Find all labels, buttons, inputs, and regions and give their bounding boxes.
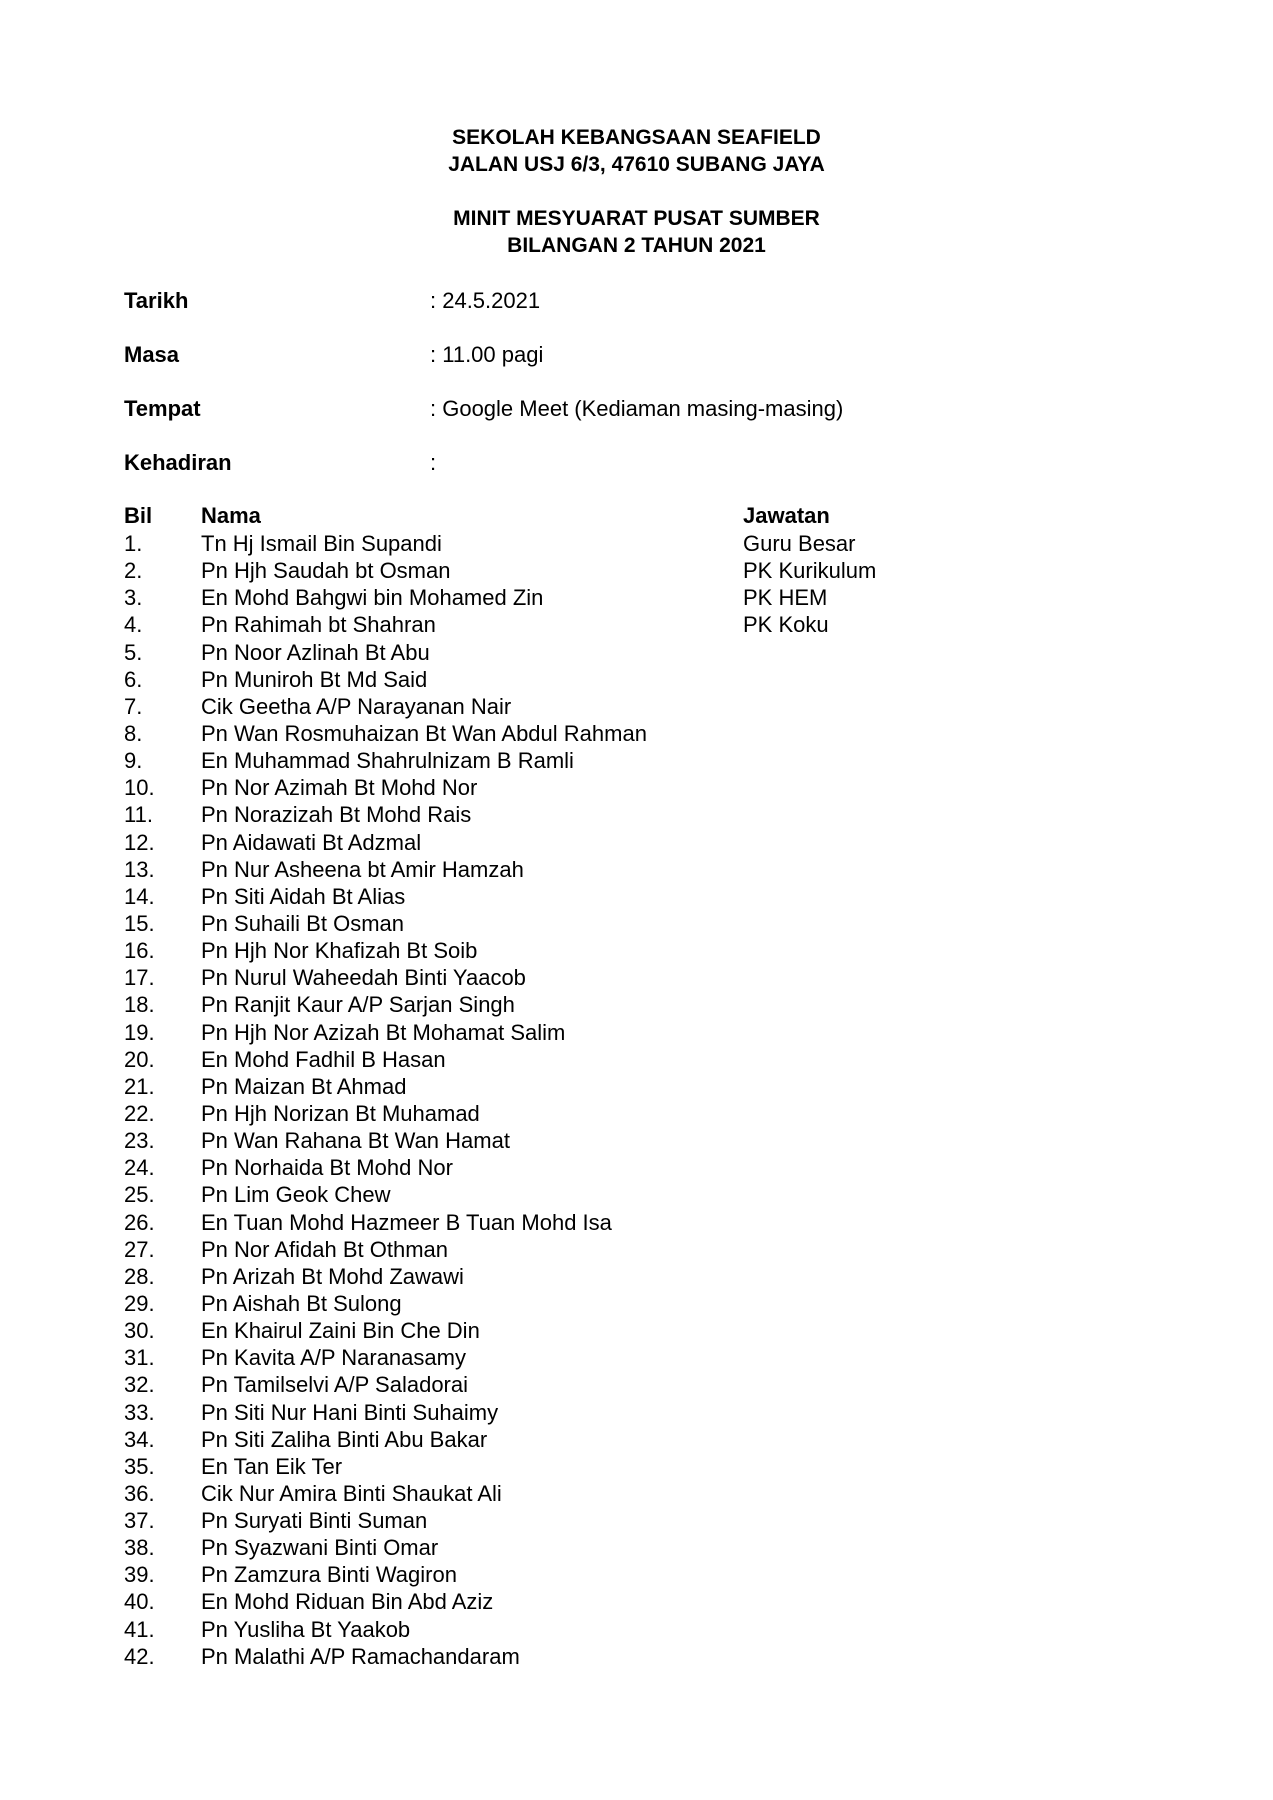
row-number: 11. [124, 802, 153, 828]
meta-row-tempat [124, 396, 1124, 422]
row-name: Pn Muniroh Bt Md Said [201, 666, 428, 692]
row-number: 33. [124, 1399, 155, 1425]
table-row [124, 1453, 1124, 1480]
row-number: 18. [124, 992, 155, 1018]
row-number: 24. [124, 1155, 155, 1181]
row-name: Pn Syazwani Binti Omar [201, 1535, 439, 1561]
school-name: SEKOLAH KEBANGSAAN SEAFIELD [452, 126, 821, 149]
row-number: 36. [124, 1480, 155, 1506]
row-number: 19. [124, 1019, 155, 1045]
row-number: 3. [124, 585, 143, 611]
meeting-number: BILANGAN 2 TAHUN 2021 [507, 234, 766, 257]
row-number: 37. [124, 1508, 155, 1534]
row-name: En Mohd Fadhil B Hasan [201, 1046, 446, 1072]
row-number: 14. [124, 883, 155, 909]
row-name: Pn Hjh Nor Azizah Bt Mohamat Salim [201, 1019, 566, 1045]
table-row [124, 1534, 1124, 1561]
row-number: 40. [124, 1589, 155, 1615]
row-name: Pn Nor Azimah Bt Mohd Nor [201, 775, 478, 801]
row-number: 34. [124, 1426, 155, 1452]
table-row [124, 639, 1124, 666]
row-number: 41. [124, 1616, 155, 1642]
table-row [124, 829, 1124, 856]
table-row [124, 1100, 1124, 1127]
tempat-value: : Google Meet (Kediaman masing-masing) [430, 396, 844, 421]
kehadiran-label: Kehadiran [124, 450, 232, 475]
table-row [124, 856, 1124, 883]
table-row [124, 1073, 1124, 1100]
row-number: 9. [124, 748, 143, 774]
table-row [124, 1317, 1124, 1344]
row-number: 8. [124, 720, 143, 746]
row-number: 22. [124, 1100, 155, 1126]
table-row [124, 910, 1124, 937]
attendance-list [124, 530, 1124, 1670]
table-row [124, 1344, 1124, 1371]
row-number: 10. [124, 775, 155, 801]
table-row [124, 774, 1124, 801]
row-number: 16. [124, 938, 155, 964]
row-position: PK HEM [743, 585, 828, 611]
row-name: Pn Ranjit Kaur A/P Sarjan Singh [201, 992, 515, 1018]
row-name: En Mohd Riduan Bin Abd Aziz [201, 1589, 494, 1615]
row-name: Pn Yusliha Bt Yaakob [201, 1616, 411, 1642]
tempat-label: Tempat [124, 396, 201, 421]
row-number: 29. [124, 1290, 155, 1316]
row-name: Pn Nurul Waheedah Binti Yaacob [201, 965, 526, 991]
attendance-table-header [124, 503, 1124, 529]
row-number: 35. [124, 1453, 155, 1479]
table-row [124, 1561, 1124, 1588]
table-row [124, 1507, 1124, 1534]
row-name: Pn Noor Azlinah Bt Abu [201, 639, 430, 665]
row-number: 1. [124, 531, 143, 556]
row-name: Pn Nur Asheena bt Amir Hamzah [201, 856, 524, 882]
table-row [124, 1371, 1124, 1398]
table-row [124, 1643, 1124, 1670]
kehadiran-value: : [430, 450, 437, 475]
row-number: 15. [124, 910, 155, 936]
table-row [124, 557, 1124, 584]
table-row [124, 666, 1124, 693]
tarikh-label: Tarikh [124, 288, 189, 313]
table-row [124, 1263, 1124, 1290]
meeting-header [0, 205, 1273, 259]
row-number: 31. [124, 1345, 155, 1371]
row-number: 28. [124, 1263, 155, 1289]
table-row [124, 1588, 1124, 1615]
table-row [124, 747, 1124, 774]
row-name: En Khairul Zaini Bin Che Din [201, 1318, 480, 1344]
row-number: 2. [124, 558, 143, 584]
row-position: PK Koku [743, 612, 829, 638]
row-name: Pn Lim Geok Chew [201, 1182, 391, 1208]
row-number: 27. [124, 1236, 155, 1262]
row-number: 7. [124, 693, 143, 719]
row-position: PK Kurikulum [743, 558, 877, 584]
row-number: 13. [124, 856, 155, 882]
row-name: Pn Aishah Bt Sulong [201, 1290, 402, 1316]
meta-row-tarikh [124, 288, 1124, 314]
row-name: Pn Kavita A/P Naranasamy [201, 1345, 466, 1371]
row-name: Pn Hjh Nor Khafizah Bt Soib [201, 938, 478, 964]
table-row [124, 1236, 1124, 1263]
row-name: Tn Hj Ismail Bin Supandi [201, 531, 442, 556]
row-number: 6. [124, 666, 143, 692]
row-number: 20. [124, 1046, 155, 1072]
table-row [124, 1154, 1124, 1181]
table-row [124, 584, 1124, 611]
row-number: 25. [124, 1182, 155, 1208]
table-row [124, 611, 1124, 638]
row-number: 21. [124, 1073, 155, 1099]
masa-value: : 11.00 pagi [430, 342, 544, 367]
column-header-jawatan: Jawatan [743, 503, 830, 528]
table-row [124, 964, 1124, 991]
row-name: Pn Tamilselvi A/P Saladorai [201, 1372, 468, 1398]
masa-label: Masa [124, 342, 180, 367]
table-row [124, 693, 1124, 720]
table-row [124, 1399, 1124, 1426]
row-name: Pn Norazizah Bt Mohd Rais [201, 802, 472, 828]
row-position: Guru Besar [743, 531, 856, 556]
school-header [0, 124, 1273, 178]
table-row [124, 883, 1124, 910]
table-row [124, 1426, 1124, 1453]
row-name: Pn Siti Aidah Bt Alias [201, 883, 406, 909]
row-number: 39. [124, 1562, 155, 1588]
row-name: Pn Siti Zaliha Binti Abu Bakar [201, 1426, 488, 1452]
row-name: Pn Malathi A/P Ramachandaram [201, 1643, 520, 1669]
row-number: 17. [124, 965, 155, 991]
row-name: Cik Geetha A/P Narayanan Nair [201, 693, 512, 719]
table-row [124, 1046, 1124, 1073]
table-row [124, 1616, 1124, 1643]
row-number: 23. [124, 1128, 155, 1154]
row-number: 32. [124, 1372, 155, 1398]
table-row [124, 1019, 1124, 1046]
table-row [124, 1181, 1124, 1208]
row-name: Pn Arizah Bt Mohd Zawawi [201, 1263, 464, 1289]
meta-row-kehadiran [124, 450, 1124, 476]
row-number: 4. [124, 612, 143, 638]
row-name: Pn Aidawati Bt Adzmal [201, 829, 422, 855]
row-name: Pn Suryati Binti Suman [201, 1508, 428, 1534]
table-row [124, 1480, 1124, 1507]
table-row [124, 801, 1124, 828]
row-name: Pn Norhaida Bt Mohd Nor [201, 1155, 453, 1181]
row-name: Pn Hjh Norizan Bt Muhamad [201, 1100, 480, 1126]
table-row [124, 991, 1124, 1018]
meta-row-masa [124, 342, 1124, 368]
row-number: 12. [124, 829, 155, 855]
row-name: Pn Wan Rosmuhaizan Bt Wan Abdul Rahman [201, 720, 647, 746]
row-number: 42. [124, 1643, 155, 1669]
table-row [124, 1290, 1124, 1317]
row-name: Pn Maizan Bt Ahmad [201, 1073, 407, 1099]
school-address: JALAN USJ 6/3, 47610 SUBANG JAYA [448, 153, 825, 176]
row-name: Cik Nur Amira Binti Shaukat Ali [201, 1480, 502, 1506]
table-row [124, 530, 1124, 557]
row-name: Pn Hjh Saudah bt Osman [201, 558, 451, 584]
row-name: Pn Zamzura Binti Wagiron [201, 1562, 457, 1588]
row-number: 38. [124, 1535, 155, 1561]
meeting-title: MINIT MESYUARAT PUSAT SUMBER [453, 207, 820, 230]
row-name: En Mohd Bahgwi bin Mohamed Zin [201, 585, 544, 611]
tarikh-value: : 24.5.2021 [430, 288, 541, 313]
row-name: Pn Nor Afidah Bt Othman [201, 1236, 449, 1262]
row-number: 5. [124, 639, 143, 665]
row-number: 26. [124, 1209, 155, 1235]
row-name: Pn Suhaili Bt Osman [201, 910, 404, 936]
table-row [124, 937, 1124, 964]
table-row [124, 720, 1124, 747]
row-name: Pn Rahimah bt Shahran [201, 612, 436, 638]
row-name: En Muhammad Shahrulnizam B Ramli [201, 748, 574, 774]
table-row [124, 1127, 1124, 1154]
row-name: En Tuan Mohd Hazmeer B Tuan Mohd Isa [201, 1209, 612, 1235]
column-header-nama: Nama [201, 503, 261, 528]
row-number: 30. [124, 1318, 155, 1344]
row-name: Pn Wan Rahana Bt Wan Hamat [201, 1128, 510, 1154]
table-row [124, 1209, 1124, 1236]
row-name: Pn Siti Nur Hani Binti Suhaimy [201, 1399, 499, 1425]
column-header-bil: Bil [124, 503, 153, 528]
row-name: En Tan Eik Ter [201, 1453, 343, 1479]
